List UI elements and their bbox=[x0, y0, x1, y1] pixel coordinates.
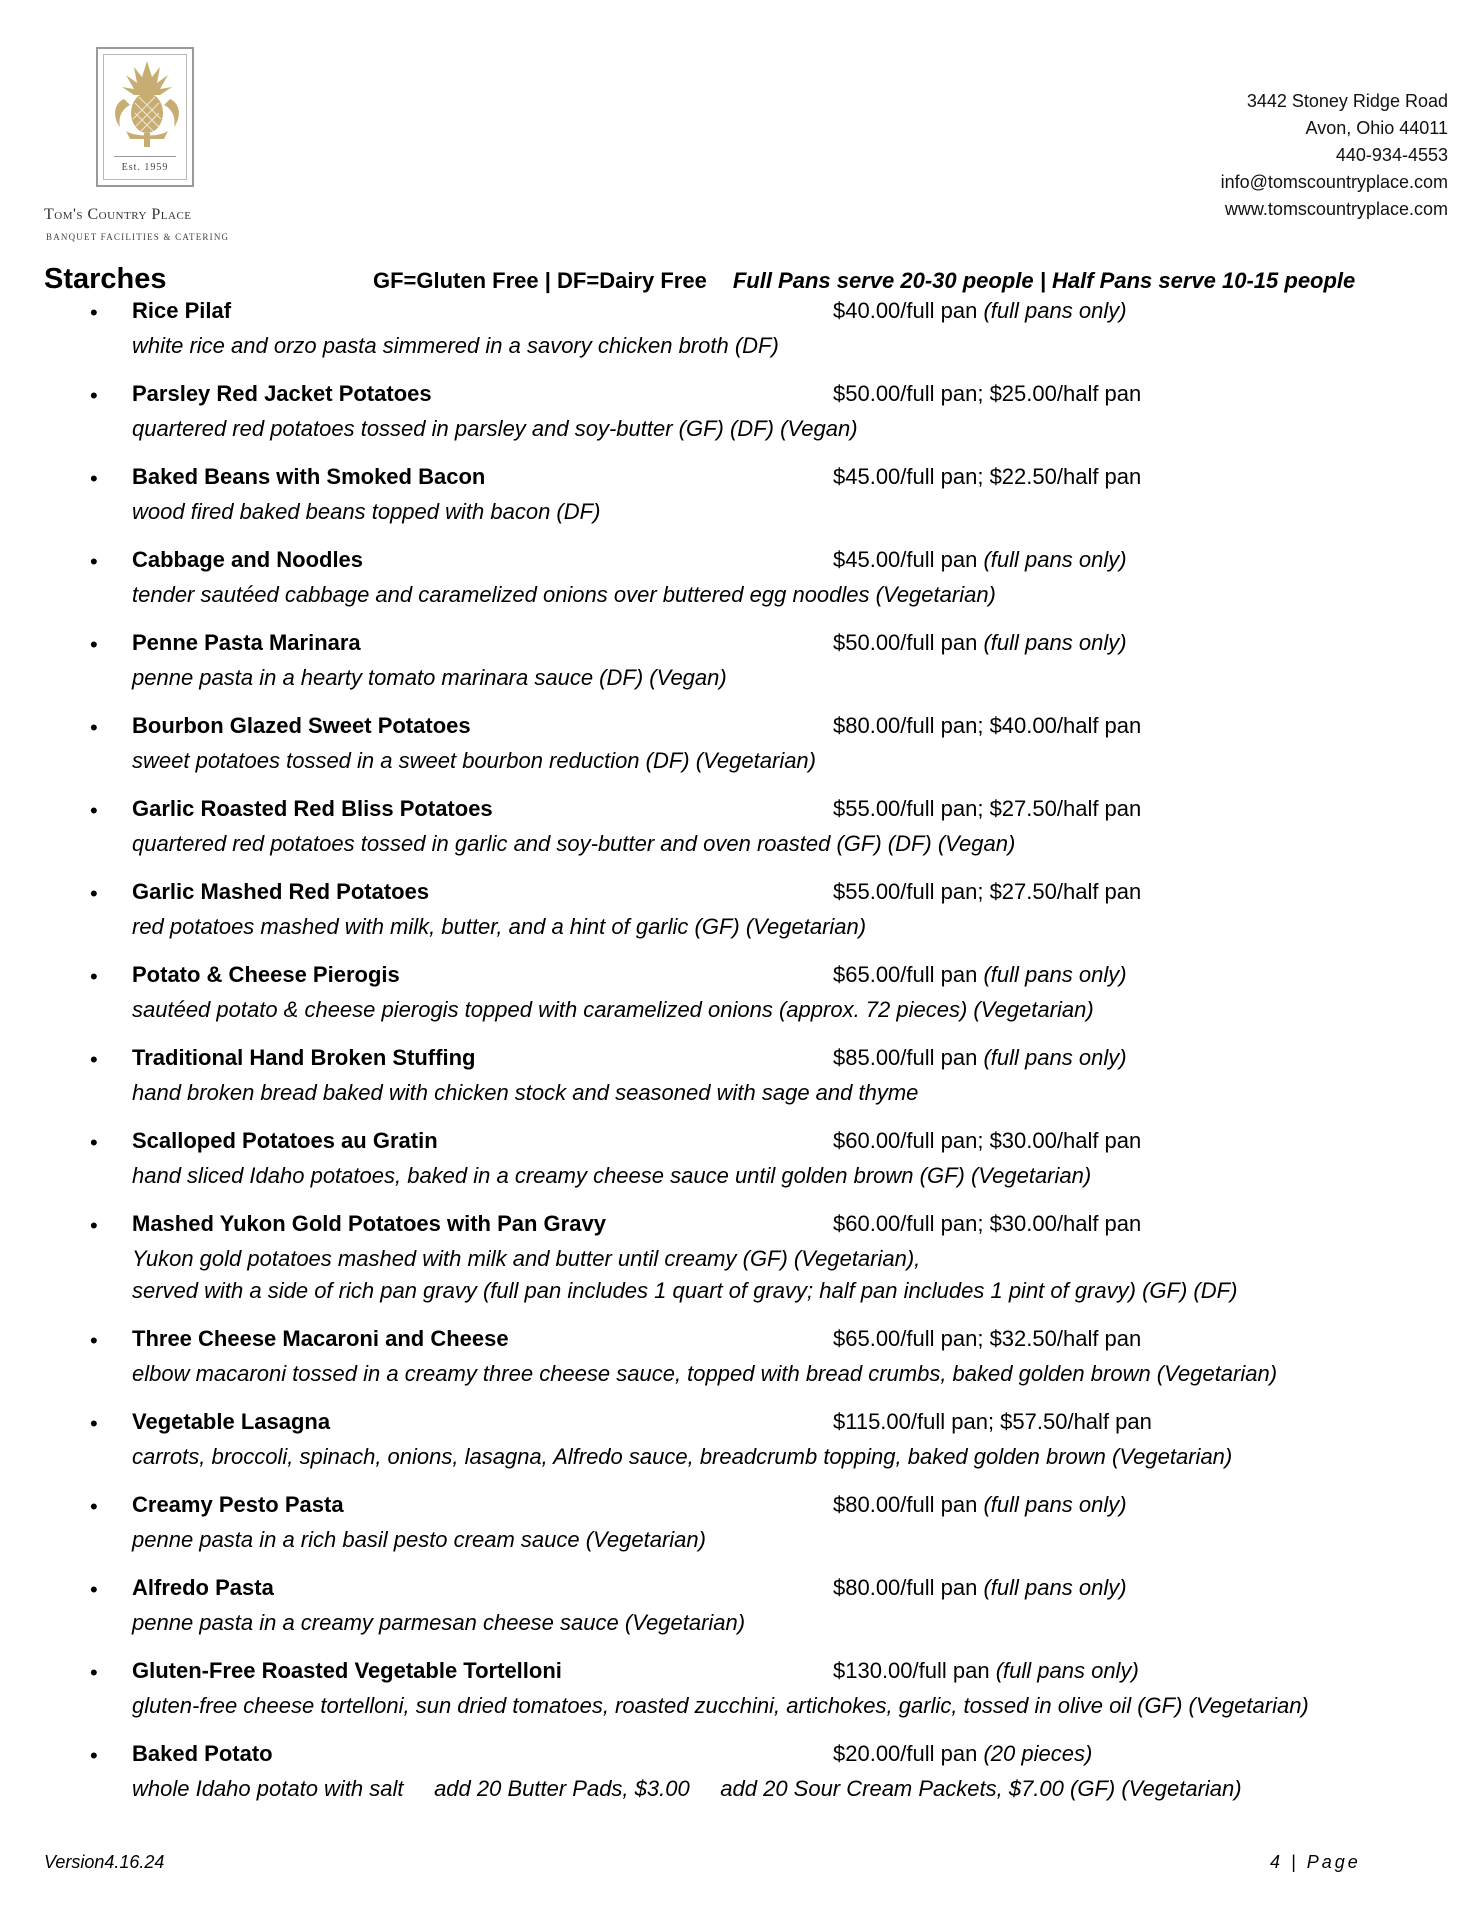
item-price: $80.00/full pan (full pans only) bbox=[833, 1492, 1127, 1517]
item-description: penne pasta in a creamy parmesan cheese sauce (Vegetarian) bbox=[132, 1610, 746, 1635]
item-description: sautéed potato & cheese pierogis topped with caramelized onions (approx. 72 pieces) (Vegetarian) bbox=[132, 997, 1094, 1022]
bullet: • bbox=[90, 632, 98, 657]
menu-item-list bbox=[0, 296, 1484, 1822]
item-description: red potatoes mashed with milk, butter, and a hint of garlic (GF) (Vegetarian) bbox=[132, 914, 867, 939]
menu-item bbox=[0, 1573, 1484, 1656]
item-name: Potato & Cheese Pierogis bbox=[132, 962, 400, 987]
section-legend bbox=[373, 268, 1355, 294]
item-description: penne pasta in a rich basil pesto cream sauce (Vegetarian) bbox=[132, 1527, 706, 1552]
menu-item bbox=[0, 711, 1484, 794]
bullet: • bbox=[90, 1047, 98, 1072]
address-phone: 440-934-4553 bbox=[1335, 145, 1448, 165]
item-price: $45.00/full pan; $22.50/half pan bbox=[833, 464, 1142, 489]
page-number: 4 | Page bbox=[1270, 1852, 1361, 1872]
bullet: • bbox=[90, 383, 98, 408]
address-block bbox=[1221, 88, 1448, 223]
bullet: • bbox=[90, 300, 98, 325]
logo-frame bbox=[103, 54, 187, 180]
menu-item bbox=[0, 296, 1484, 379]
bullet: • bbox=[90, 549, 98, 574]
logo-established: Est. 1959 bbox=[121, 162, 169, 173]
address-website[interactable]: www.tomscountryplace.com bbox=[1224, 199, 1448, 219]
item-description: wood fired baked beans topped with bacon (DF) bbox=[132, 499, 601, 524]
item-price: $40.00/full pan (full pans only) bbox=[833, 298, 1127, 323]
menu-item bbox=[0, 379, 1484, 462]
item-price: $80.00/full pan; $40.00/half pan bbox=[833, 713, 1142, 738]
item-description: quartered red potatoes tossed in parsley and soy-butter (GF) (DF) (Vegan) bbox=[132, 416, 858, 441]
menu-item bbox=[0, 628, 1484, 711]
menu-item bbox=[0, 1126, 1484, 1209]
item-description: hand broken bread baked with chicken stock and seasoned with sage and thyme bbox=[132, 1080, 919, 1105]
pan-serving-note: Full Pans serve 20-30 people | Half Pans serve 10-15 people bbox=[732, 268, 1356, 293]
item-name: Gluten-Free Roasted Vegetable Tortelloni bbox=[132, 1658, 562, 1683]
bullet: • bbox=[90, 1130, 98, 1155]
item-name: Rice Pilaf bbox=[132, 298, 232, 323]
menu-item bbox=[0, 1043, 1484, 1126]
item-name: Mashed Yukon Gold Potatoes with Pan Gravy bbox=[132, 1211, 606, 1236]
item-price: $65.00/full pan; $32.50/half pan bbox=[833, 1326, 1142, 1351]
address-city: Avon, Ohio 44011 bbox=[1305, 118, 1448, 138]
menu-item bbox=[0, 1656, 1484, 1739]
menu-item bbox=[0, 1324, 1484, 1407]
item-price: $65.00/full pan (full pans only) bbox=[833, 962, 1127, 987]
item-price: $80.00/full pan (full pans only) bbox=[833, 1575, 1127, 1600]
item-price: $130.00/full pan (full pans only) bbox=[833, 1658, 1139, 1683]
item-price: $115.00/full pan; $57.50/half pan bbox=[833, 1409, 1152, 1434]
menu-item bbox=[0, 1490, 1484, 1573]
bullet: • bbox=[90, 1577, 98, 1602]
item-name: Scalloped Potatoes au Gratin bbox=[132, 1128, 438, 1153]
item-description: gluten-free cheese tortelloni, sun dried tomatoes, roasted zucchini, artichokes, garlic, tossed in olive oil (GF) (Vegetarian) bbox=[132, 1693, 1309, 1718]
bullet: • bbox=[90, 964, 98, 989]
item-price: $50.00/full pan; $25.00/half pan bbox=[833, 381, 1142, 406]
bullet: • bbox=[90, 881, 98, 906]
menu-item bbox=[0, 960, 1484, 1043]
logo-name: Tom's Country Place bbox=[44, 206, 192, 223]
pineapple-icon bbox=[104, 55, 190, 159]
item-description: quartered red potatoes tossed in garlic and soy-butter and oven roasted (GF) (DF) (Vegan) bbox=[132, 831, 1016, 856]
address-street: 3442 Stoney Ridge Road bbox=[1246, 91, 1448, 111]
logo-divider bbox=[114, 156, 176, 157]
dietary-legend: GF=Gluten Free | DF=Dairy Free bbox=[373, 268, 707, 293]
item-name: Baked Beans with Smoked Bacon bbox=[132, 464, 486, 489]
menu-item bbox=[0, 1739, 1484, 1822]
item-price: $85.00/full pan (full pans only) bbox=[833, 1045, 1127, 1070]
item-name: Parsley Red Jacket Potatoes bbox=[132, 381, 432, 406]
item-name: Traditional Hand Broken Stuffing bbox=[132, 1045, 476, 1070]
item-name: Garlic Roasted Red Bliss Potatoes bbox=[132, 796, 493, 821]
item-description: carrots, broccoli, spinach, onions, lasagna, Alfredo sauce, breadcrumb topping, baked golden brown (Vegetarian) bbox=[132, 1444, 1233, 1469]
bullet: • bbox=[90, 1743, 98, 1768]
item-description: hand sliced Idaho potatoes, baked in a creamy cheese sauce until golden brown (GF) (Vegetarian) bbox=[132, 1163, 1092, 1188]
bullet: • bbox=[90, 1213, 98, 1238]
menu-item bbox=[0, 545, 1484, 628]
bullet: • bbox=[90, 715, 98, 740]
item-description: sweet potatoes tossed in a sweet bourbon reduction (DF) (Vegetarian) bbox=[132, 748, 816, 773]
item-name: Cabbage and Noodles bbox=[132, 547, 364, 572]
item-price: $50.00/full pan (full pans only) bbox=[833, 630, 1127, 655]
bullet: • bbox=[90, 466, 98, 491]
item-name: Baked Potato bbox=[132, 1741, 273, 1766]
item-name: Three Cheese Macaroni and Cheese bbox=[132, 1326, 509, 1351]
logo-subtitle: BANQUET FACILITIES & CATERING bbox=[46, 232, 230, 242]
item-description: tender sautéed cabbage and caramelized onions over buttered egg noodles (Vegetarian) bbox=[132, 582, 996, 607]
item-name: Alfredo Pasta bbox=[132, 1575, 274, 1600]
item-price: $60.00/full pan; $30.00/half pan bbox=[833, 1211, 1142, 1236]
menu-item bbox=[0, 794, 1484, 877]
item-description: white rice and orzo pasta simmered in a savory chicken broth (DF) bbox=[132, 333, 779, 358]
bullet: • bbox=[90, 1494, 98, 1519]
item-price: $60.00/full pan; $30.00/half pan bbox=[833, 1128, 1142, 1153]
item-description: elbow macaroni tossed in a creamy three cheese sauce, topped with bread crumbs, baked golden brown (Vegetarian) bbox=[132, 1361, 1278, 1386]
version-label: Version4.16.24 bbox=[44, 1852, 165, 1872]
item-name: Bourbon Glazed Sweet Potatoes bbox=[132, 713, 471, 738]
item-name: Garlic Mashed Red Potatoes bbox=[132, 879, 430, 904]
item-name: Creamy Pesto Pasta bbox=[132, 1492, 344, 1517]
item-price: $55.00/full pan; $27.50/half pan bbox=[833, 879, 1142, 904]
item-description: penne pasta in a hearty tomato marinara sauce (DF) (Vegan) bbox=[132, 665, 727, 690]
address-email[interactable]: info@tomscountryplace.com bbox=[1220, 172, 1448, 192]
menu-item bbox=[0, 1209, 1484, 1324]
bullet: • bbox=[90, 798, 98, 823]
bullet: • bbox=[90, 1660, 98, 1685]
item-price: $55.00/full pan; $27.50/half pan bbox=[833, 796, 1142, 821]
item-name: Penne Pasta Marinara bbox=[132, 630, 361, 655]
logo bbox=[96, 47, 194, 187]
item-price: $45.00/full pan (full pans only) bbox=[833, 547, 1127, 572]
bullet: • bbox=[90, 1411, 98, 1436]
menu-item bbox=[0, 877, 1484, 960]
section-title: Starches bbox=[44, 263, 167, 295]
item-description: whole Idaho potato with salt add 20 Butter Pads, $3.00 add 20 Sour Cream Packets, $7.00 (GF) (Vegetarian) bbox=[132, 1776, 1242, 1801]
bullet: • bbox=[90, 1328, 98, 1353]
item-description: Yukon gold potatoes mashed with milk and butter until creamy (GF) (Vegetarian), served with a side of rich pan gravy (full pan includes 1 quart of gravy; half pan includes 1 pint of gravy) (GF) (DF) bbox=[132, 1246, 1238, 1303]
item-name: Vegetable Lasagna bbox=[132, 1409, 331, 1434]
item-price: $20.00/full pan (20 pieces) bbox=[833, 1741, 1093, 1766]
menu-item bbox=[0, 462, 1484, 545]
menu-item bbox=[0, 1407, 1484, 1490]
